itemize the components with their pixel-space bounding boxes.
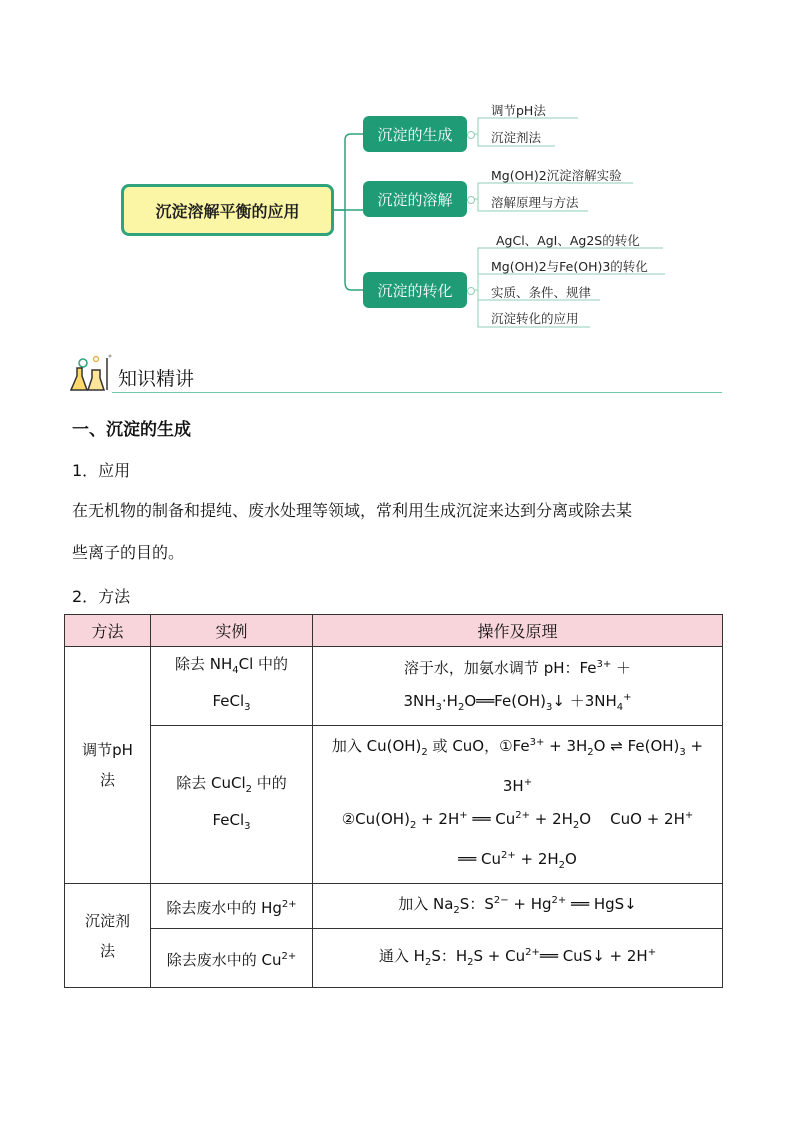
leaf-precipitant: 沉淀剂法 [491, 130, 542, 145]
leaf-conversion-application: 沉淀转化的应用 [491, 311, 579, 326]
leaf-dissolution-method: 溶解原理与方法 [491, 195, 579, 210]
heading-application: 1．应用 [72, 461, 131, 480]
heading-precipitation-formation: 一、沉淀的生成 [72, 420, 191, 440]
operation-cell: 加入 $Cu(OH)_2$ 或 CuO，$①Fe^{3+} + 3H_2O$ ⇌ $Fe(OH)_3$ + 3H+ $②Cu(OH)_2 + 2H^+$ ══ $Cu^{2+} + 2H_2O$ CuO + 2H+ ══ $Cu^{2+} + 2H_2O$ [313, 726, 723, 884]
branch-precipitation-dissolution: 沉淀的溶解 [363, 181, 467, 217]
mind-map [0, 0, 794, 340]
leaf-silver-halide: AgCl、AgI、Ag2S的转化 [496, 233, 640, 248]
table-header-row [65, 615, 723, 647]
operation-cell: 加入 $Na_2S$：$S^{2-} + Hg^{2+}$ ══ HgS↓ [313, 884, 723, 929]
application-paragraph [72, 490, 726, 574]
operation-cell: 通入 $H_2S$：$H_2S$ + $Cu^{2+}══$ CuS↓ + 2H+ [313, 929, 723, 988]
section-title: 知识精讲 [118, 368, 195, 390]
example-cell: 除去废水中的 $Cu^{2+}$ [151, 929, 313, 988]
leaf-ph-adjust: 调节pH法 [491, 103, 546, 118]
branch-precipitation-formation: 沉淀的生成 [363, 116, 467, 152]
leaf-mg-fe-conversion: Mg(OH)2与Fe(OH)3的转化 [491, 259, 648, 274]
header-operation: 操作及原理 [313, 615, 723, 647]
table-row [65, 647, 723, 726]
table-row [65, 726, 723, 884]
flask-icon [70, 354, 114, 394]
methods-table [64, 614, 723, 988]
method-ph-cell: 调节pH法 [65, 647, 151, 884]
leaf-essence-rules: 实质、条件、规律 [491, 285, 592, 300]
table-row [65, 884, 723, 929]
header-method: 方法 [65, 615, 151, 647]
connector-dot [467, 196, 475, 204]
method-precipitant-cell: 沉淀剂法 [65, 884, 151, 988]
connector-dot [467, 287, 475, 295]
paragraph-line: 在无机物的制备和提纯、废水处理等领域，常利用生成沉淀来达到分离或除去某 [72, 501, 633, 520]
heading-method: 2．方法 [72, 587, 131, 606]
leaf-mgoh2-experiment: Mg(OH)2沉淀溶解实验 [491, 168, 622, 183]
section-divider [112, 392, 722, 393]
example-cell: 除去 $NH_4Cl$ 中的 FeCl$_3$ [151, 647, 313, 726]
connector-dot [467, 131, 475, 139]
branch-precipitation-transformation: 沉淀的转化 [363, 272, 467, 308]
header-example: 实例 [151, 615, 313, 647]
operation-cell: 溶于水，加氨水调节 pH：$Fe^{3+}$ ＋ $3NH_3\cdot H_2O══Fe(OH)_3↓ +3NH_4^+$ [313, 647, 723, 726]
paragraph-line: 些离子的目的。 [72, 543, 185, 562]
table-row [65, 929, 723, 988]
section-header [70, 352, 722, 396]
example-cell: 除去 CuCl$_2$ 中的 FeCl$_3$ [151, 726, 313, 884]
mindmap-root: 沉淀溶解平衡的应用 [121, 184, 334, 236]
example-cell: 除去废水中的 $Hg^{2+}$ [151, 884, 313, 929]
